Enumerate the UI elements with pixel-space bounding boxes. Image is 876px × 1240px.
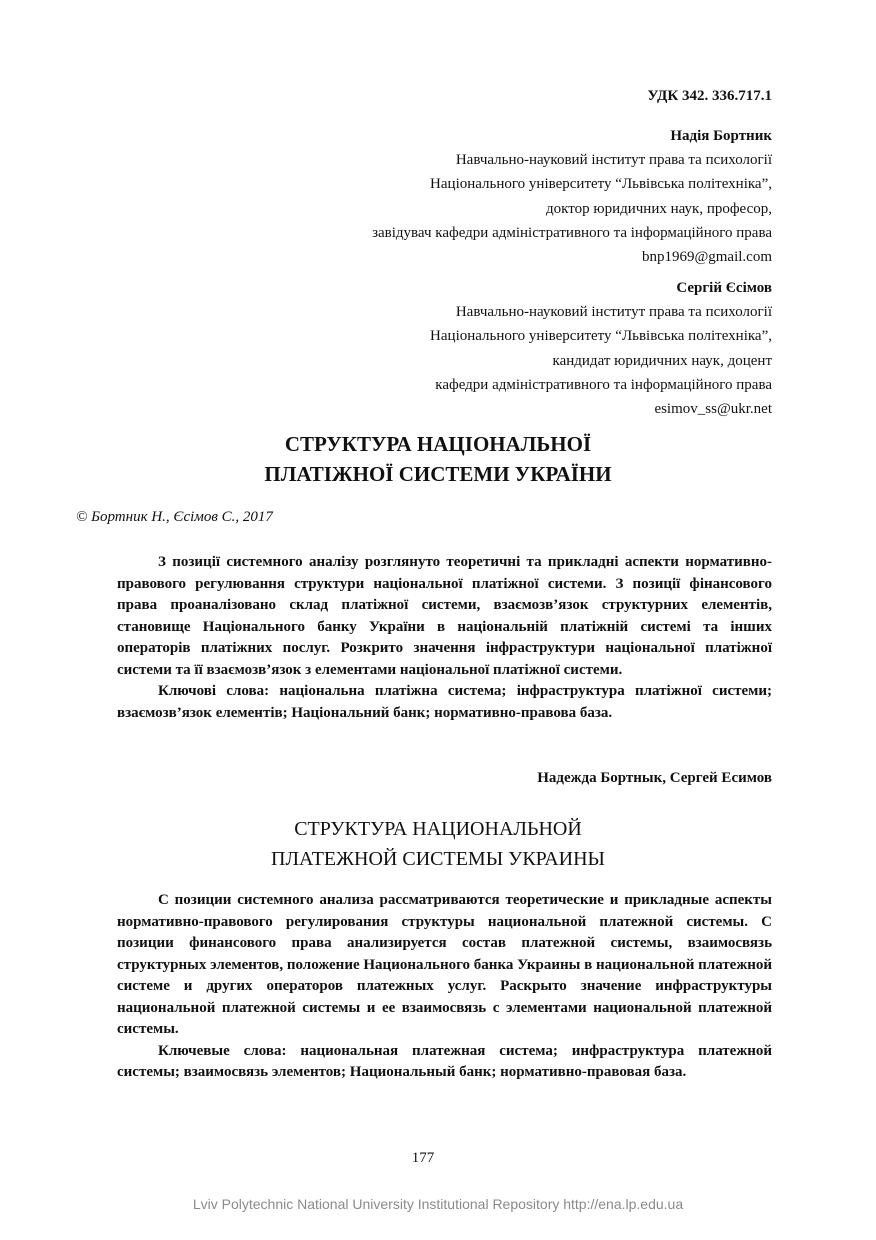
title-line: ПЛАТІЖНОЇ СИСТЕМИ УКРАЇНИ — [264, 462, 612, 486]
author-affiliation-line: Навчально-науковий інститут права та психології — [455, 152, 772, 169]
title-line: СТРУКТУРА НАЦІОНАЛЬНОЇ — [284, 432, 592, 456]
author-position-line: кафедри адміністративного та інформаційного права — [435, 376, 772, 393]
title-line: СТРУКТУРА НАЦИОНАЛЬНОЙ — [294, 818, 582, 840]
udc-code: УДК 342. 336.717.1 — [647, 88, 772, 104]
keywords-text: Ключові слова: національна платіжна система; інфраструктура платіжної системи; взаємозв’язок елементів; Національний банк; нормативно-правова база. — [117, 683, 772, 721]
author-name: Надія Бортник — [670, 128, 772, 144]
author-position-line: завідувач кафедри адміністративного та інформаційного права — [372, 224, 772, 241]
author-affiliation-line: Національного університету “Львівська політехніка”, — [430, 176, 772, 193]
page-number: 177 — [411, 1150, 435, 1166]
abstract-text: С позиции системного анализа рассматриваются теоретические и прикладные аспекты нормативно-правового регулирования структуры национальной платежной системы. С позиции финансового права анализируется состав платежной системы, взаимосвязь структурных элементов, положение Национального банка Украины в национальной платежной системе и других операторов платежных услуг. Раскрыто значение инфраструктуры национальной платежной системы и ее взаимосвязь с элементами национальной платежной системы. — [117, 892, 772, 1037]
author-email: bnp1969@gmail.com — [641, 249, 772, 266]
article-title-uk — [0, 429, 876, 489]
author-block-1 — [372, 124, 772, 269]
abstract-text: З позиції системного аналізу розглянуто теоретичні та прикладні аспекти нормативно-правового регулювання структури національної платіжної системи. З позиції фінансового права проаналізовано склад платіжної системи, взаємозв’язок структурних елементів, становище Національного банку України в національній платіжній системі та інших операторів платіжних послуг. Розкрито значення інфраструктури національної платіжної системи та її взаємозв’язок з елементами національної платіжної системи. — [117, 554, 772, 678]
abstract-uk — [117, 552, 772, 724]
author-name: Сергій Єсімов — [676, 280, 772, 296]
repository-footer: Lviv Polytechnic National University Institutional Repository http://ena.lp.edu.ua — [192, 1196, 684, 1212]
author-affiliation-line: Національного університету “Львівська політехніка”, — [430, 328, 772, 345]
abstract-ru — [117, 890, 772, 1084]
article-title-ru — [0, 814, 876, 874]
authors-ru: Надежда Бортнык, Сергей Есимов — [537, 770, 772, 786]
author-degree-line: доктор юридичних наук, професор, — [546, 200, 772, 217]
author-block-2 — [430, 276, 772, 421]
keywords-text: Ключевые слова: национальная платежная система; инфраструктура платежной системы; взаимосвязь элементов; Национальный банк; нормативно-правовая база. — [117, 1042, 772, 1080]
author-email: esimov_ss@ukr.net — [654, 401, 772, 418]
copyright-note: © Бортник Н., Єсімов С., 2017 — [76, 509, 273, 525]
author-affiliation-line: Навчально-науковий інститут права та психології — [455, 304, 772, 321]
title-line: ПЛАТЕЖНОЙ СИСТЕМЫ УКРАИНЫ — [271, 848, 605, 870]
author-degree-line: кандидат юридичних наук, доцент — [552, 352, 772, 369]
